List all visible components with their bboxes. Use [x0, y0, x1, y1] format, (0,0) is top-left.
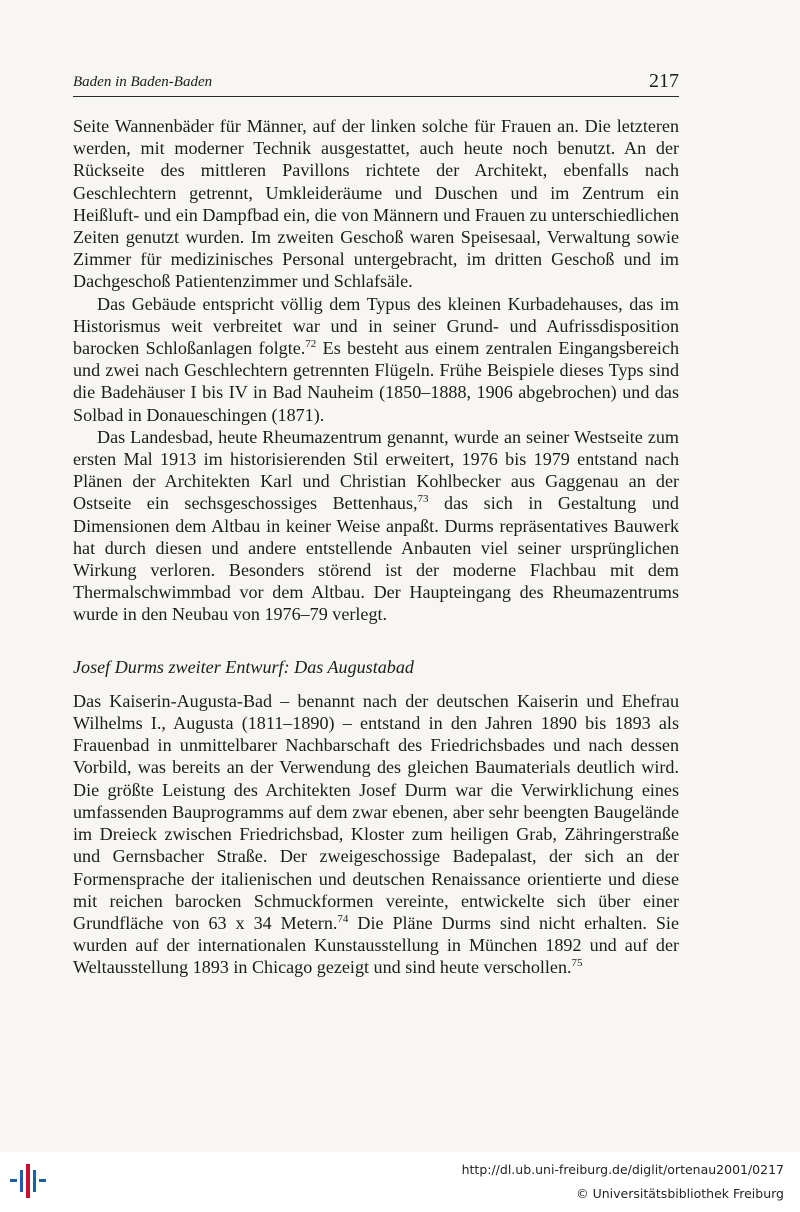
footer-bar — [0, 1152, 800, 1212]
source-url-link[interactable]: http://dl.ub.uni-freiburg.de/diglit/ortenau2001/0217 — [461, 1162, 784, 1177]
paragraph-4: Das Kaiserin-Augusta-Bad – benannt nach der deutschen Kaiserin und Ehefrau Wilhelms I., Augusta (1811–1890) – entstand in den Jahren 1890 bis 1893 als Frauenbad in unmittelbarer Nachbarschaft des Friedrichsbades und nach dessen Vorbild, was bereits an der Verwendung des gleichen Baumaterials deutlich wird. Die größte Leistung des Architekten Josef Durm war die Verwirklichung eines umfassenden Bauprogramms auf dem zwar ebenen, aber sehr beengten Baugelände im Dreieck zwischen Friedrichsbad, Kloster zum heiligen Grab, Zähringerstraße und Gernsbacher Straße. Der zweigeschossige Badepalast, der sich an der Formensprache der italienischen und deutschen Renaissance orientierte und diese mit reichen barocken Schmuckformen vereinte, entwickelte sich über einer Grundfläche von 63 x 34 Metern.$^{74}$ Die Pläne Durms sind nicht erhalten. Sie wurden auf der internationalen Kunstausstellung in München 1892 und auf der Weltausstellung 1893 in Chicago gezeigt und sind heute verschollen.$^{75}$ — [73, 690, 679, 978]
footnote-ref-75: 75 — [571, 957, 583, 970]
page-number: 217 — [649, 70, 679, 92]
section-heading: Josef Durms zweiter Entwurf: Das Augustabad — [73, 656, 414, 677]
paragraph-2: Das Gebäude entspricht völlig dem Typus des kleinen Kurbadehauses, das im Historismus weit verbreitet war und in seiner Grund- und Aufrissdisposition barocken Schloßanlagen folgte.$^{72}$ Es besteht aus einem zentralen Eingangsbereich und zwei nach Geschlechtern getrennten Flügeln. Frühe Beispiele dieses Typs sind die Badehäuser I bis IV in Bad Nauheim (1850–1888, 1906 abgebrochen) und das Solbad in Donaueschingen (1871). — [73, 293, 679, 425]
footnote-ref-73: 73 — [417, 493, 429, 506]
copyright-text: © Universitätsbibliothek Freiburg — [576, 1186, 784, 1201]
footnote-ref-74: 74 — [337, 912, 349, 925]
body-text — [73, 115, 679, 979]
paragraph-1: Seite Wannenbäder für Männer, auf der linken solche für Frauen an. Die letzteren werden, mit moderner Technik ausgestattet, auch heute noch benutzt. An der Rückseite des mittleren Pavillons richtete der Architekt, ebenfalls nach Geschlechtern getrennt, Umkleideräume und Duschen und im Zentrum ein Heißluft- und ein Dampfbad ein, die von Männern und Frauen zu unterschiedlichen Zeiten genutzt wurden. Im zweiten Geschoß waren Speisesaal, Verwaltung sowie Zimmer für medizinisches Personal untergebracht, im dritten Geschoß und im Dachgeschoß Patientenzimmer und Schlafsäle. — [73, 116, 679, 292]
footnote-ref-72: 72 — [305, 338, 317, 350]
paragraph-3: Das Landesbad, heute Rheumazentrum genannt, wurde an seiner Westseite zum ersten Mal 1913 im historisierenden Stil erweitert, 1976 bis 1979 entstand nach Plänen der Architekten Karl und Christian Kohlbecker aus Gaggenau an der Ostseite ein sechsgeschossiges Bettenhaus,$^{73}$ das sich in Gestaltung und Dimensionen dem Altbau in keiner Weise anpaßt. Durms repräsentatives Bauwerk hat durch diesen und andere entstellende Anbauten viel seiner ursprünglichen Wirkung verloren. Besonders störend ist der moderne Flachbau mit dem Thermalschwimmbad vor dem Altbau. Der Haupteingang des Rheumazentrums wurde in den Neubau von 1976–79 verlegt. — [73, 426, 679, 625]
running-title: Baden in Baden-Baden — [73, 74, 213, 90]
running-head — [73, 70, 679, 97]
ub-freiburg-logo-icon[interactable] — [8, 1164, 50, 1203]
